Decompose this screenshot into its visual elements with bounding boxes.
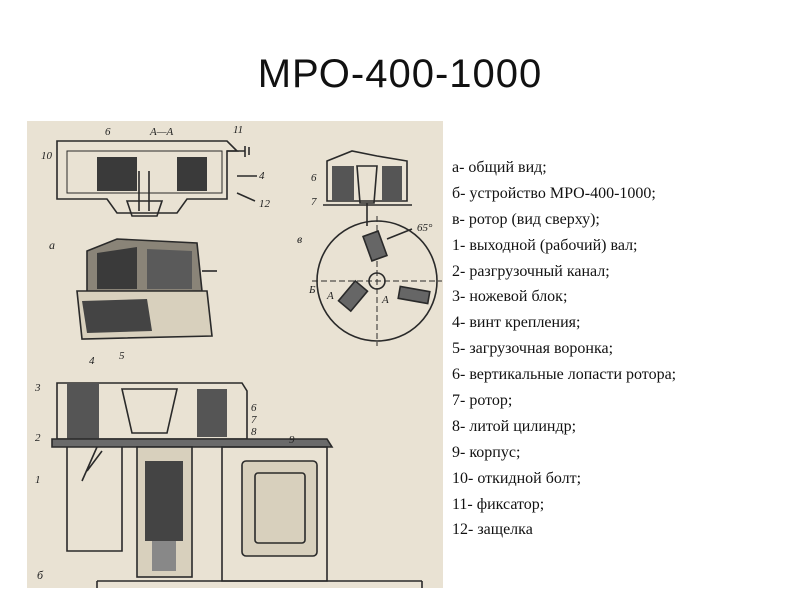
callout-1: 1	[35, 474, 41, 486]
callout-12: 12	[259, 198, 270, 210]
legend-item: 6- вертикальные лопасти ротора;	[452, 366, 677, 384]
section-label: А—А	[150, 126, 174, 138]
machine-diagram	[27, 121, 443, 588]
legend-item: б- устройство МРО-400-1000;	[452, 184, 656, 202]
callout-6-top: 6	[105, 126, 111, 138]
view-v-label: в	[297, 232, 303, 246]
legend-item: 7- ротор;	[452, 392, 513, 410]
callout-9: 9	[289, 434, 295, 446]
legend-item: 4- винт крепления;	[452, 314, 581, 332]
callout-7-bottom: 7	[251, 414, 257, 426]
section-letter-a-left: А	[327, 290, 334, 302]
diagram-drawing	[27, 121, 443, 588]
page-title: МРО-400-1000	[257, 52, 543, 96]
legend-item: в- ротор (вид сверху);	[452, 210, 600, 228]
legend-item: 10- откидной болт;	[452, 469, 582, 487]
angle-label: 65°	[417, 222, 433, 234]
section-letter-a-right: А	[382, 294, 389, 306]
legend-item: 1- выходной (рабочий) вал;	[452, 236, 638, 254]
legend-item: 5- загрузочная воронка;	[452, 340, 614, 358]
view-a-label: а	[49, 238, 55, 252]
view-b-label: б	[37, 568, 44, 582]
callout-6-rotor: 6	[311, 172, 317, 184]
callout-10: 10	[41, 150, 52, 162]
callout-8: 8	[251, 426, 257, 438]
callout-2: 2	[35, 432, 41, 444]
legend-list	[452, 155, 792, 543]
legend-item: 3- ножевой блок;	[452, 288, 568, 306]
callout-7-rotor: 7	[311, 196, 317, 208]
view-a-section	[57, 141, 257, 216]
callout-11: 11	[233, 124, 244, 136]
view-v-rotor-top	[312, 216, 442, 346]
callout-4-bottom: 4	[89, 355, 95, 367]
legend-item: 11- фиксатор;	[452, 495, 545, 513]
callout-5: 5	[119, 350, 125, 362]
callout-3: 3	[35, 382, 41, 394]
callout-6-bottom: 6	[251, 402, 257, 414]
section-letter-b: Б	[309, 284, 316, 296]
legend-item: 8- литой цилиндр;	[452, 417, 577, 435]
callout-4-top: 4	[259, 170, 265, 182]
view-v-rotor-side	[323, 151, 412, 226]
legend-item: 2- разгрузочный канал;	[452, 262, 610, 280]
view-a-machine	[77, 239, 217, 339]
legend-item: а- общий вид;	[452, 159, 547, 176]
legend-item: 12- защелка	[452, 521, 533, 539]
view-b-cross-section	[52, 383, 422, 588]
legend-item: 9- корпус;	[452, 443, 521, 461]
